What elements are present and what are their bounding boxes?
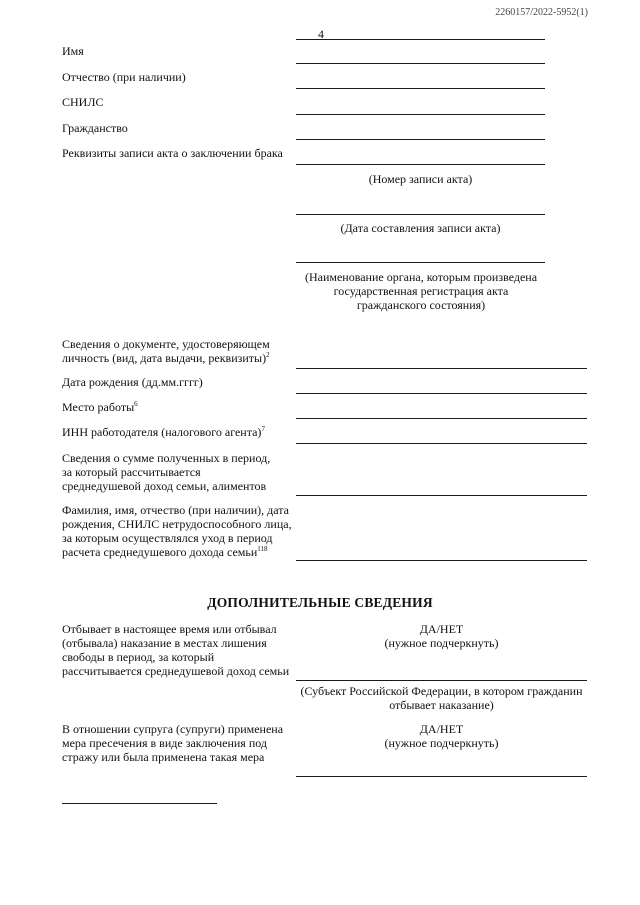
label-citizenship: Гражданство <box>62 121 128 135</box>
field-line <box>296 63 545 64</box>
label-employer-inn <box>62 425 265 439</box>
label-disabled-person <box>62 503 294 559</box>
field-line <box>296 560 587 561</box>
question-imprisonment: Отбывает в настоящее время или отбывал (отбывала) наказание в местах лишения свободы в период, за который рассчитывается среднедушевой доход семьи <box>62 622 290 678</box>
field-line <box>296 680 587 681</box>
field-line <box>296 88 545 89</box>
label-workplace-text: Место работы <box>62 400 135 414</box>
label-workplace <box>62 400 138 414</box>
label-snils: СНИЛС <box>62 95 104 109</box>
section-title: ДОПОЛНИТЕЛЬНЫЕ СВЕДЕНИЯ <box>207 595 433 610</box>
label-employer-inn-text: ИНН работодателя (налогового агента) <box>62 425 262 439</box>
field-line <box>296 776 587 777</box>
field-line <box>296 114 545 115</box>
field-line <box>296 443 587 444</box>
answer-yes-no: ДА/НЕТ <box>419 622 464 636</box>
label-marriage-record: Реквизиты записи акта о заключении брака <box>62 146 283 160</box>
caption-region: (Субъект Российской Федерации, в котором гражданин отбывает наказание) <box>300 684 583 712</box>
field-line <box>296 139 545 140</box>
document-number: 2260157/2022-5952(1) <box>495 7 588 18</box>
caption-record-number: (Номер записи акта) <box>368 172 473 186</box>
label-name: Имя <box>62 44 84 58</box>
field-line <box>296 393 587 394</box>
label-identity-document-text: Сведения о документе, удостоверяющем личность (вид, дата выдачи, реквизиты) <box>62 337 270 365</box>
answer-hint: (нужное подчеркнуть) <box>384 736 499 750</box>
field-line <box>296 418 587 419</box>
question-detention: В отношении супруга (супруги) применена мера пресечения в виде заключения под стражу или была применена такая мера <box>62 722 284 764</box>
footnote-separator <box>62 803 217 804</box>
field-line <box>296 368 587 369</box>
field-line <box>296 39 545 40</box>
answer-yes-no: ДА/НЕТ <box>419 722 464 736</box>
footnote-ref: 118 <box>257 545 268 553</box>
caption-registry-office: (Наименование органа, которым произведена государственная регистрация акта гражданского состояния) <box>304 270 538 312</box>
label-alimony-info: Сведения о сумме полученных в период, за который рассчитывается среднедушевой доход семьи, алиментов <box>62 451 271 493</box>
field-line <box>296 262 545 263</box>
page-number: 4 <box>318 27 324 41</box>
label-patronymic: Отчество (при наличии) <box>62 70 186 84</box>
field-line <box>296 214 545 215</box>
label-birth-date: Дата рождения (дд.мм.гггг) <box>62 375 203 389</box>
label-identity-document <box>62 337 282 365</box>
label-disabled-person-text: Фамилия, имя, отчество (при наличии), дата рождения, СНИЛС нетрудоспособного лица, за которым осуществлялся уход в период расчета среднедушевого дохода семьи <box>62 503 292 559</box>
field-line <box>296 495 587 496</box>
footnote-ref: 2 <box>266 351 270 359</box>
footnote-ref: 6 <box>134 400 138 408</box>
caption-record-date: (Дата составления записи акта) <box>340 221 501 235</box>
field-line <box>296 164 545 165</box>
answer-hint: (нужное подчеркнуть) <box>384 636 499 650</box>
footnote-ref: 7 <box>261 425 265 433</box>
